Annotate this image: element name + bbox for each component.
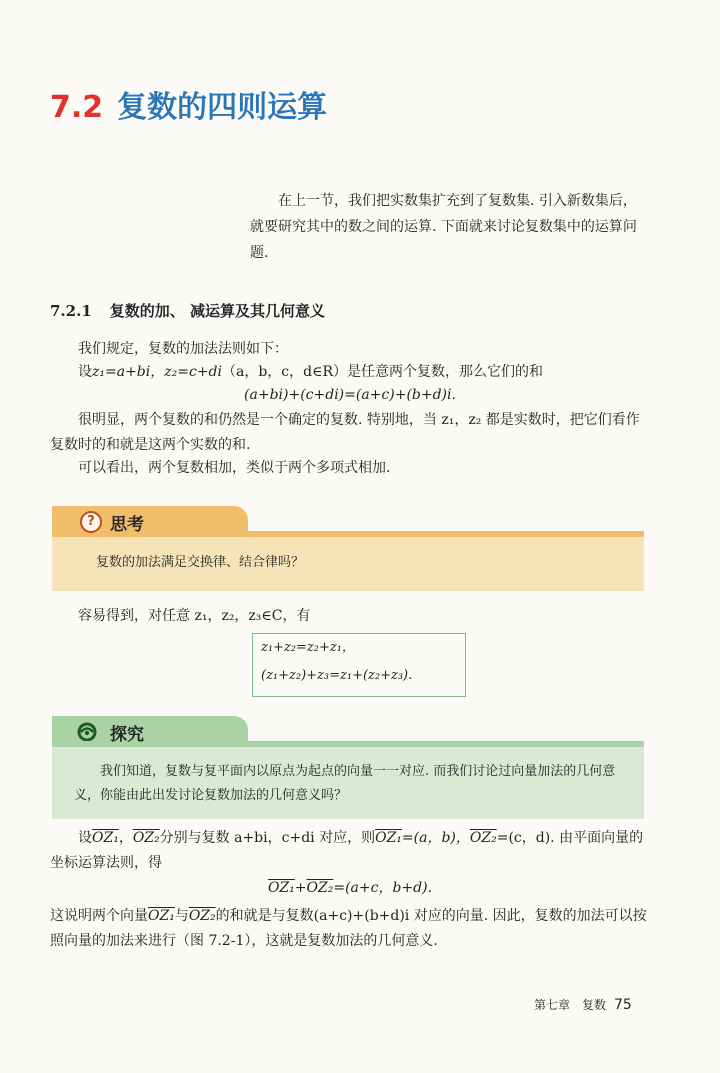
meaning-c: 的和就是与复数(a+c)+(b+d)i 对应的向量. 因此，复数的加法可以按照向量的加法来进行（图 7.2-1），这就是复数加法的几何意义. — [50, 908, 647, 949]
explore-label: 探究 — [110, 725, 144, 745]
vectors-e: =(c，d). 由平面向量的坐标运算法则，得 — [50, 830, 644, 871]
vectors-b: ， — [118, 830, 133, 846]
laws-box — [252, 633, 466, 697]
vector-oz1-b: OZ₁ — [375, 830, 402, 846]
paragraph-rule — [50, 337, 650, 362]
meaning-b: 与 — [174, 908, 189, 924]
formula-oz2: OZ₂ — [306, 880, 334, 896]
section-number: 7.2 — [50, 90, 104, 125]
paragraph-define — [50, 360, 650, 385]
explore-icon — [76, 721, 98, 741]
rule-text: 我们规定，复数的加法法则如下： — [78, 341, 288, 357]
subsection-heading — [50, 300, 325, 321]
section-title — [50, 82, 327, 126]
vectors-text — [50, 826, 650, 876]
paragraph-easy — [50, 604, 650, 629]
formula-vector-sum-text — [50, 876, 650, 901]
vectors-c: 分别与复数 a+bi，c+di 对应，则 — [159, 830, 376, 846]
formula-oz1: OZ₁ — [267, 880, 295, 896]
commutative-law: z₁+z₂=z₂+z₁， — [261, 640, 355, 655]
define-z2: z₂=c+di — [164, 364, 222, 380]
meaning-oz2: OZ₂ — [188, 908, 216, 924]
intro-text: 在上一节，我们把实数集扩充到了复数集. 引入新数集后，就要研究其中的数之间的运算. 下面就来讨论复数集中的运算问题. — [250, 193, 637, 261]
explore-tab — [52, 716, 248, 746]
similar-text: 可以看出，两个复数相加，类似于两个多项式相加. — [78, 460, 391, 476]
define-text — [50, 360, 650, 385]
think-tab — [52, 506, 248, 536]
formula-vector-sum — [50, 876, 650, 901]
subsection-number: 7.2.1 — [50, 302, 92, 320]
paragraph-similar — [50, 456, 650, 481]
paragraph-obvious — [50, 408, 650, 458]
associative-law: (z₁+z₂)+z₃=z₁+(z₂+z₃). — [261, 668, 413, 683]
section-title-text: 复数的四则运算 — [117, 90, 328, 125]
meaning-a: 这说明两个向量 — [50, 908, 148, 924]
subsection-title: 复数的加、 减运算及其几何意义 — [109, 302, 325, 320]
formula-plus: + — [294, 880, 307, 896]
vector-oz1: OZ₁ — [92, 830, 119, 846]
footer-chapter: 第七章 复数 — [534, 998, 607, 1012]
vector-oz2-b: OZ₂ — [469, 830, 497, 846]
define-cond: （a，b，c，d∈R）是任意两个复数，那么它们的和 — [221, 364, 543, 380]
define-z1: z₁=a+bi， — [92, 364, 165, 380]
think-label: 思考 — [110, 515, 144, 535]
vectors-a: 设 — [78, 830, 92, 846]
meaning-text — [50, 904, 650, 954]
page-footer — [534, 996, 632, 1013]
intro-paragraph — [250, 188, 650, 266]
formula-sum-text: (a+bi)+(c+di)=(a+c)+(b+d)i. — [244, 387, 456, 403]
formula-rest: =(a+c，b+d). — [333, 880, 433, 896]
define-lead: 设 — [78, 364, 92, 380]
meaning-oz1: OZ₁ — [148, 908, 175, 924]
easy-text: 容易得到，对任意 z₁，z₂，z₃∈C，有 — [78, 608, 311, 624]
think-question: 复数的加法满足交换律、结合律吗？ — [96, 555, 305, 570]
paragraph-meaning — [50, 904, 650, 954]
page-number: 75 — [614, 997, 632, 1013]
question-icon: ? — [80, 511, 102, 533]
vectors-d: =(a，b)， — [401, 830, 470, 846]
explore-question: 我们知道，复数与复平面内以原点为起点的向量一一对应. 而我们讨论过向量加法的几何意义，你能由此出发讨论复数加法的几何意义吗？ — [74, 764, 616, 803]
paragraph-vectors — [50, 826, 650, 876]
formula-sum — [50, 383, 650, 408]
vector-oz2: OZ₂ — [132, 830, 160, 846]
obvious-text: 很明显，两个复数的和仍然是一个确定的复数. 特别地，当 z₁，z₂ 都是实数时，把它们看作复数时的和就是这两个实数的和. — [50, 412, 640, 453]
